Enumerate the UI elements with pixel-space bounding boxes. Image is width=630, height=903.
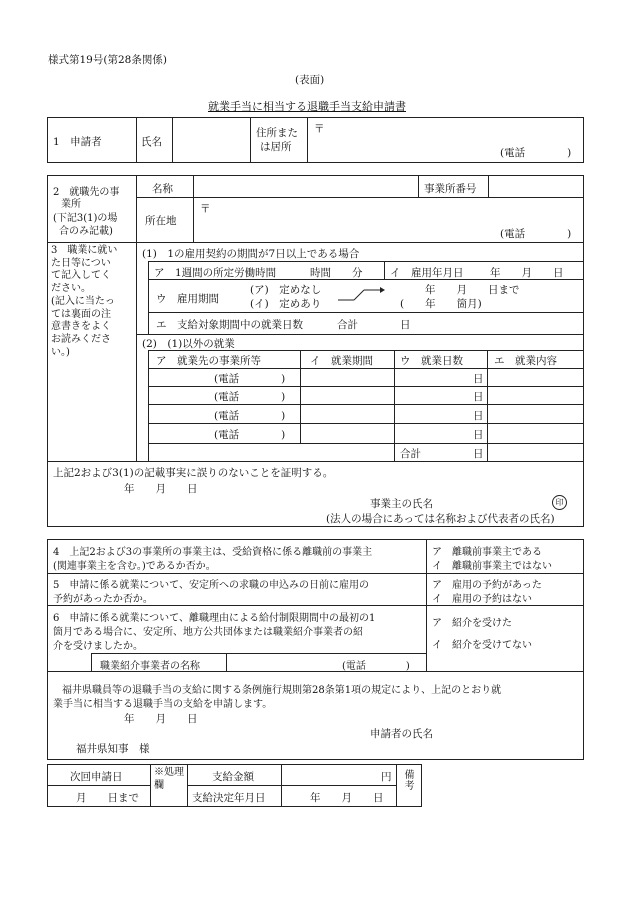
q6-option-i[interactable]: イ 紹介を受けてない (432, 640, 532, 651)
row-tel: (電話 ) (214, 410, 286, 422)
hire-date-value[interactable]: 年 月 日 (490, 267, 564, 279)
total-days-unit[interactable]: 日 (473, 448, 484, 460)
application-text-2: 業手当に相当する退職手当の支給を申請します。 (53, 699, 273, 710)
applicant-name-label: 氏名 (141, 136, 162, 148)
work-days-label: エ 支給対象期間中の就業日数 (156, 319, 303, 331)
employment-period-label: ウ 雇用期間 (156, 293, 219, 305)
decision-date-label: 支給決定年月日 (192, 792, 266, 804)
applicant-signature-label: 申請者の氏名 (370, 728, 433, 740)
q6-text-1: 6 申請に係る就業について、離職理由による給付制限期間中の最初の1 (53, 613, 376, 624)
period-option-fixed[interactable]: (イ) 定めあり (250, 298, 322, 310)
office-number-field[interactable] (492, 178, 580, 195)
address-label-line1: 住所また (256, 127, 298, 139)
period-option-none[interactable]: (ア) 定めなし (250, 284, 322, 296)
sub1-title: (1) 1の雇用契約の期間が7日以上である場合 (142, 248, 360, 260)
total-label: 合計 (400, 448, 421, 460)
employer-label-2: 業所 (61, 199, 81, 210)
certification-text: 上記2および3(1)の記載事実に誤りのないことを証明する。 (53, 467, 334, 479)
form-number: 様式第19号(第28条関係) (48, 54, 167, 66)
remarks-label: 備考 (402, 769, 413, 791)
employer-label-1: 2 就職先の事 (53, 187, 120, 198)
agency-name-label: 職業紹介事業者の名称 (100, 661, 200, 672)
applicant-name-field[interactable] (178, 121, 248, 159)
q4-option-i[interactable]: イ 離職前事業主ではない (432, 561, 552, 572)
col-days: ウ 就業日数 (400, 355, 463, 367)
applicant-tel: (電話 ) (500, 147, 572, 159)
row-tel: (電話 ) (214, 391, 286, 403)
office-number-label: 事業所番号 (424, 183, 477, 195)
period-months[interactable]: ( 年 箇月) (400, 298, 482, 310)
employer-postal-mark: 〒 (200, 203, 211, 215)
applicant-section-label: 1 申請者 (53, 136, 102, 148)
weekly-hours-value[interactable]: 時間 分 (310, 267, 363, 279)
employer-name-field[interactable] (198, 178, 414, 195)
q5-text-2: 予約があったか否か。 (53, 594, 153, 605)
postal-mark: 〒 (314, 123, 325, 135)
q5-option-i[interactable]: イ 雇用の予約はない (432, 594, 532, 605)
processing-column-label: ※処理欄 (154, 767, 184, 791)
form-title: 就業手当に相当する退職手当支給申請書 (208, 100, 406, 113)
agency-tel[interactable]: (電話 ) (342, 661, 410, 672)
work-days-instruction: 3 職業に就い た日等につい て記入してく ださい。 (記入に当たっ ては裏面の注 意書きをよく お読みくださ い。) (51, 245, 118, 358)
form-side: (表面) (295, 74, 325, 86)
amount-label: 支給金額 (212, 771, 254, 783)
q6-text-2: 箇月である場合に、安定所、地方公共団体または職業紹介事業者の紹 (53, 627, 363, 638)
col-workplace: ア 就業先の事業所等 (156, 355, 261, 367)
row-days-unit: 日 (473, 391, 484, 403)
row-days-unit: 日 (473, 373, 484, 385)
q4-option-a[interactable]: ア 離職前事業主である (432, 547, 542, 558)
employer-label-4: 合のみ記載) (59, 226, 113, 237)
employer-tel: (電話 ) (500, 228, 572, 240)
q4-text-1: 4 上記2および3の事業所の事業主は、受給資格に係る離職前の事業主 (53, 547, 373, 558)
next-date-label: 次回申請日 (70, 771, 123, 783)
certification-date[interactable]: 年 月 日 (124, 483, 198, 495)
employer-label-3: (下記3(1)の場 (53, 213, 118, 224)
q5-option-a[interactable]: ア 雇用の予約があった (432, 580, 542, 591)
employer-signature-label: 事業主の氏名 (370, 498, 433, 510)
employer-location-label: 所在地 (145, 215, 177, 227)
application-text-1: 福井県職員等の退職手当の支給に関する条例施行規則第28条第1項の規定により、上記のとおり就 (62, 685, 502, 696)
q6-text-3: 介を受けましたか。 (53, 641, 143, 652)
sub2-title: (2) (1)以外の就業 (142, 338, 235, 350)
weekly-hours-label: ア 1週間の所定労働時間 (154, 267, 277, 279)
period-arrow-icon (336, 283, 386, 303)
hire-date-label: イ 雇用年月日 (390, 267, 464, 279)
q6-option-a[interactable]: ア 紹介を受けた (432, 618, 512, 629)
employer-name-label: 名称 (152, 183, 173, 195)
next-date-value[interactable]: 月 日まで (76, 792, 139, 804)
q4-text-2: (関連事業主を含む。)であるか否か。 (53, 561, 216, 572)
amount-field[interactable] (284, 768, 374, 783)
work-days-total[interactable]: 合計 日 (337, 319, 411, 331)
corporation-note: (法人の場合にあっては名称および代表者の氏名) (326, 513, 555, 525)
row-tel: (電話 ) (214, 373, 286, 385)
seal-icon: 印 (552, 495, 567, 510)
period-until-date[interactable]: 年 月 日まで (425, 284, 520, 296)
row-days-unit: 日 (473, 410, 484, 422)
row-tel: (電話 ) (214, 429, 286, 441)
col-content: エ 就業内容 (494, 355, 557, 367)
application-date[interactable]: 年 月 日 (124, 713, 198, 725)
decision-date-value[interactable]: 年 月 日 (310, 792, 384, 804)
row-days-unit: 日 (473, 429, 484, 441)
addressee: 福井県知事 様 (76, 743, 150, 755)
address-label-line2: は居所 (260, 141, 292, 153)
col-period: イ 就業期間 (310, 355, 373, 367)
q5-text-1: 5 申請に係る就業について、安定所への求職の申込みの日前に雇用の (53, 580, 369, 591)
amount-unit: 円 (381, 771, 392, 783)
